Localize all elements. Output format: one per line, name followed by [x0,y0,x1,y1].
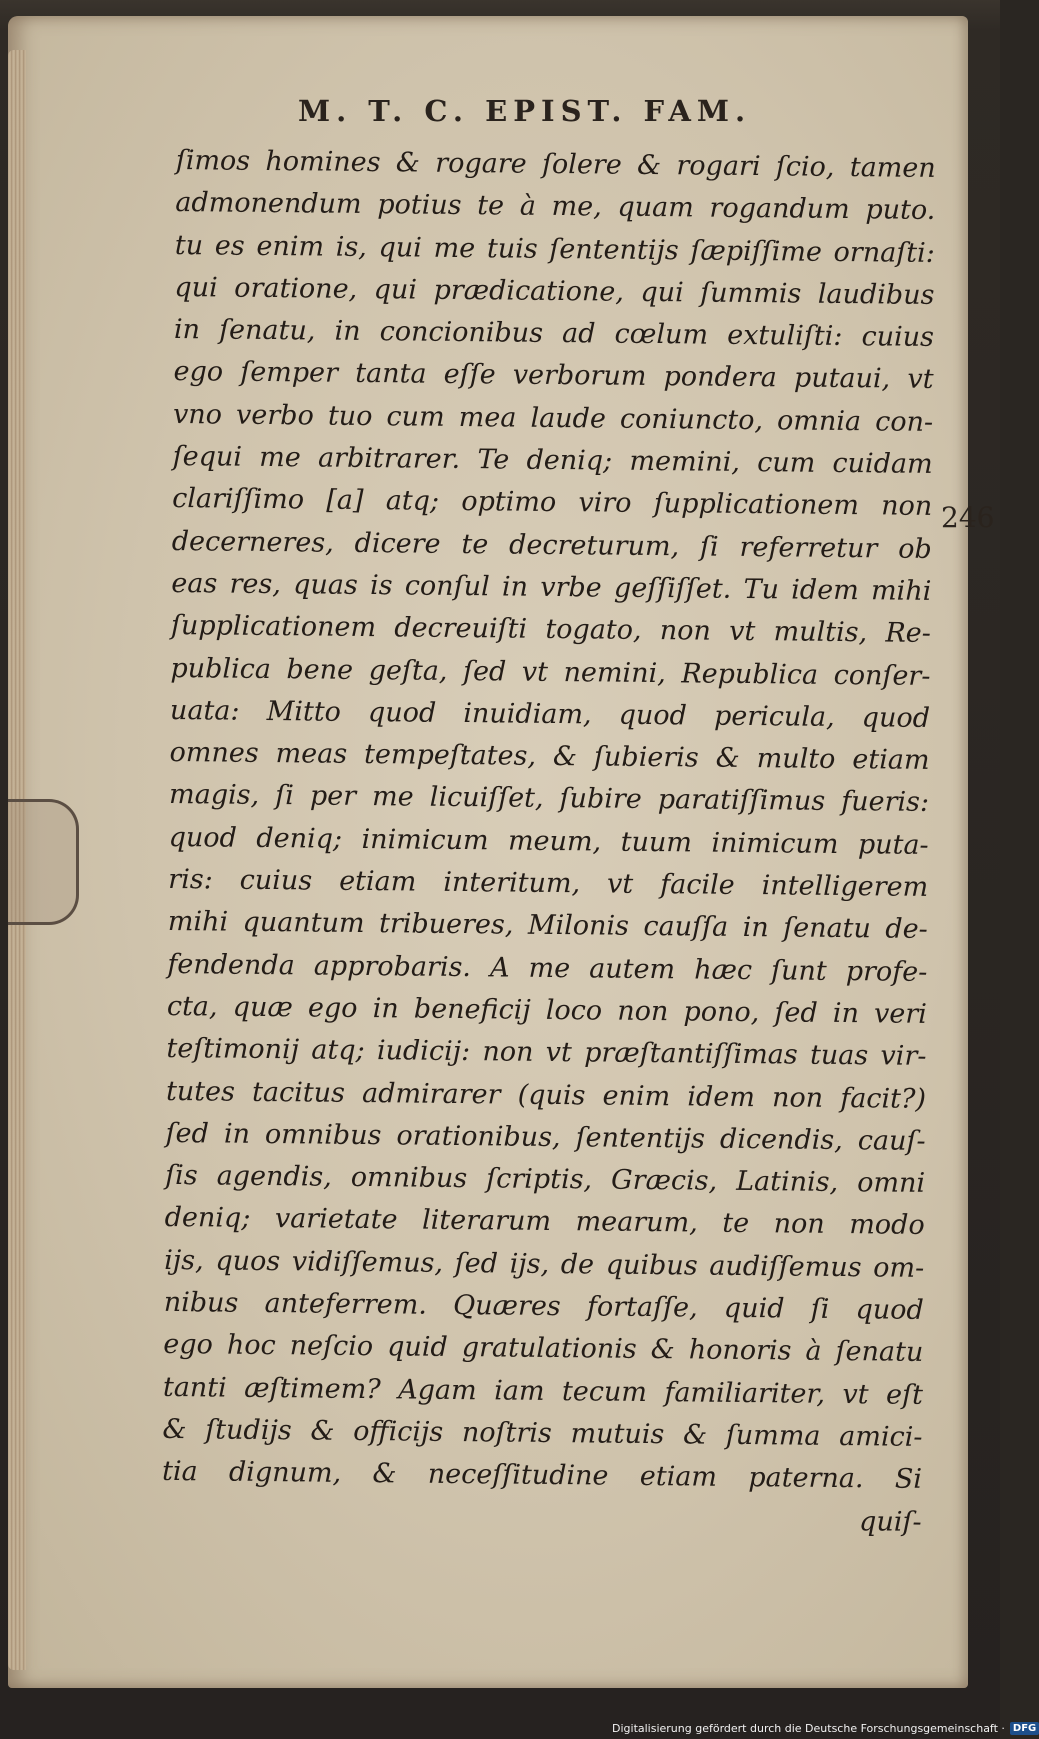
text-line: ſupplicationem decreuiſti togato, non vt multis, Re- [170,610,932,650]
text-line: ſis agendis, omnibus ſcriptis, Græcis, Latinis, omni [164,1160,926,1200]
text-line: decerneres, dicere te decreturum, ſi referretur ob [171,525,932,565]
text-line: teſtimonij atq; iudicij: non vt præſtantiſſimas tuas vir- [166,1033,927,1073]
text-line: tu es enim is, qui me tuis ſententijs ſæpiſſime ornaſti: [174,229,936,269]
text-line: admonendum potius te à me, quam rogandum puto. [175,187,936,227]
text-line: uata: Mitto quod inuidiam, quod pericula, quod [169,694,931,734]
text-line: qui oratione, qui prædicatione, qui ſummis laudibus [174,271,935,311]
text-line: cta, quæ ego in beneficij loco non pono, ſed in veri [166,990,928,1030]
text-line: tutes tacitus admirarer (quis enim idem non facit?) [165,1075,927,1115]
catchword: quiſ- [858,1505,922,1538]
text-line: ijs, quos vidiſſemus, ſed ijs, de quibus audiſſemus om- [164,1244,925,1284]
text-line: clariſſimo [a] atq; optimo viro ſupplicationem non [172,483,933,523]
text-line: nibus anteferrem. Quæres fortaſſe, quid ſi quod [163,1286,924,1326]
digitization-footer [612,1719,1039,1737]
text-line: ſimos homines & rogare ſolere & rogari ſcio, tamen [175,144,936,184]
text-line: ego ſemper tanta eſſe verborum pondera putaui, vt [173,356,934,396]
text-line: eas res, quas is conſul in vrbe geſſiſſet. Tu idem mihi [171,567,932,607]
dfg-logo: DFG [1010,1722,1039,1735]
book-clasp [8,799,79,925]
text-line: magis, ſi per me licuiſſet, ſubire paratiſſimus fueris: [168,779,930,819]
funding-credit: Digitalisierung gefördert durch die Deutsche Forschungsgemeinschaft · [612,1721,1005,1735]
text-line: mihi quantum tribueres, Milonis cauſſa in ſenatu de- [167,906,928,946]
text-line: fendenda approbaris. A me autem hæc ſunt profe- [167,948,928,988]
text-line: ego hoc neſcio quid gratulationis & honoris à ſenatu [163,1329,924,1369]
text-line: publica bene geſta, ſed vt nemini, Republica conſer- [170,652,931,692]
text-line: & ſtudijs & officijs noſtris mutuis & ſumma amici- [162,1413,923,1453]
text-line: ſequi me arbitrarer. Te deniq; memini, cum cuidam [172,441,933,481]
text-line: deniq; varietate literarum mearum, te non modo [164,1202,925,1242]
text-line: vno verbo tuo cum mea laude coniuncto, omnia con- [172,398,934,438]
text-line: ris: cuius etiam interitum, vt facile intelligerem [168,864,929,903]
folio-number: 246 [941,501,995,534]
text-block [161,140,936,1544]
text-line: quod deniq; inimicum meum, tuum inimicum puta- [168,821,929,861]
text-line: omnes meas tempeſtates, & ſubieris & multo etiam [169,737,930,777]
text-line: in ſenatu, in concionibus ad cœlum extuliſti: cuius [173,314,935,354]
book-page [8,16,995,1688]
running-header: M. T. C. EPIST. FAM. [298,94,752,128]
text-line: tia dignum, & neceſſitudine etiam paterna. Si [161,1456,923,1496]
text-line: tanti æſtimem? Agam iam tecum familiariter, vt eſt [162,1371,924,1411]
text-line: ſed in omnibus orationibus, ſententijs dicendis, cauſ- [165,1117,926,1157]
